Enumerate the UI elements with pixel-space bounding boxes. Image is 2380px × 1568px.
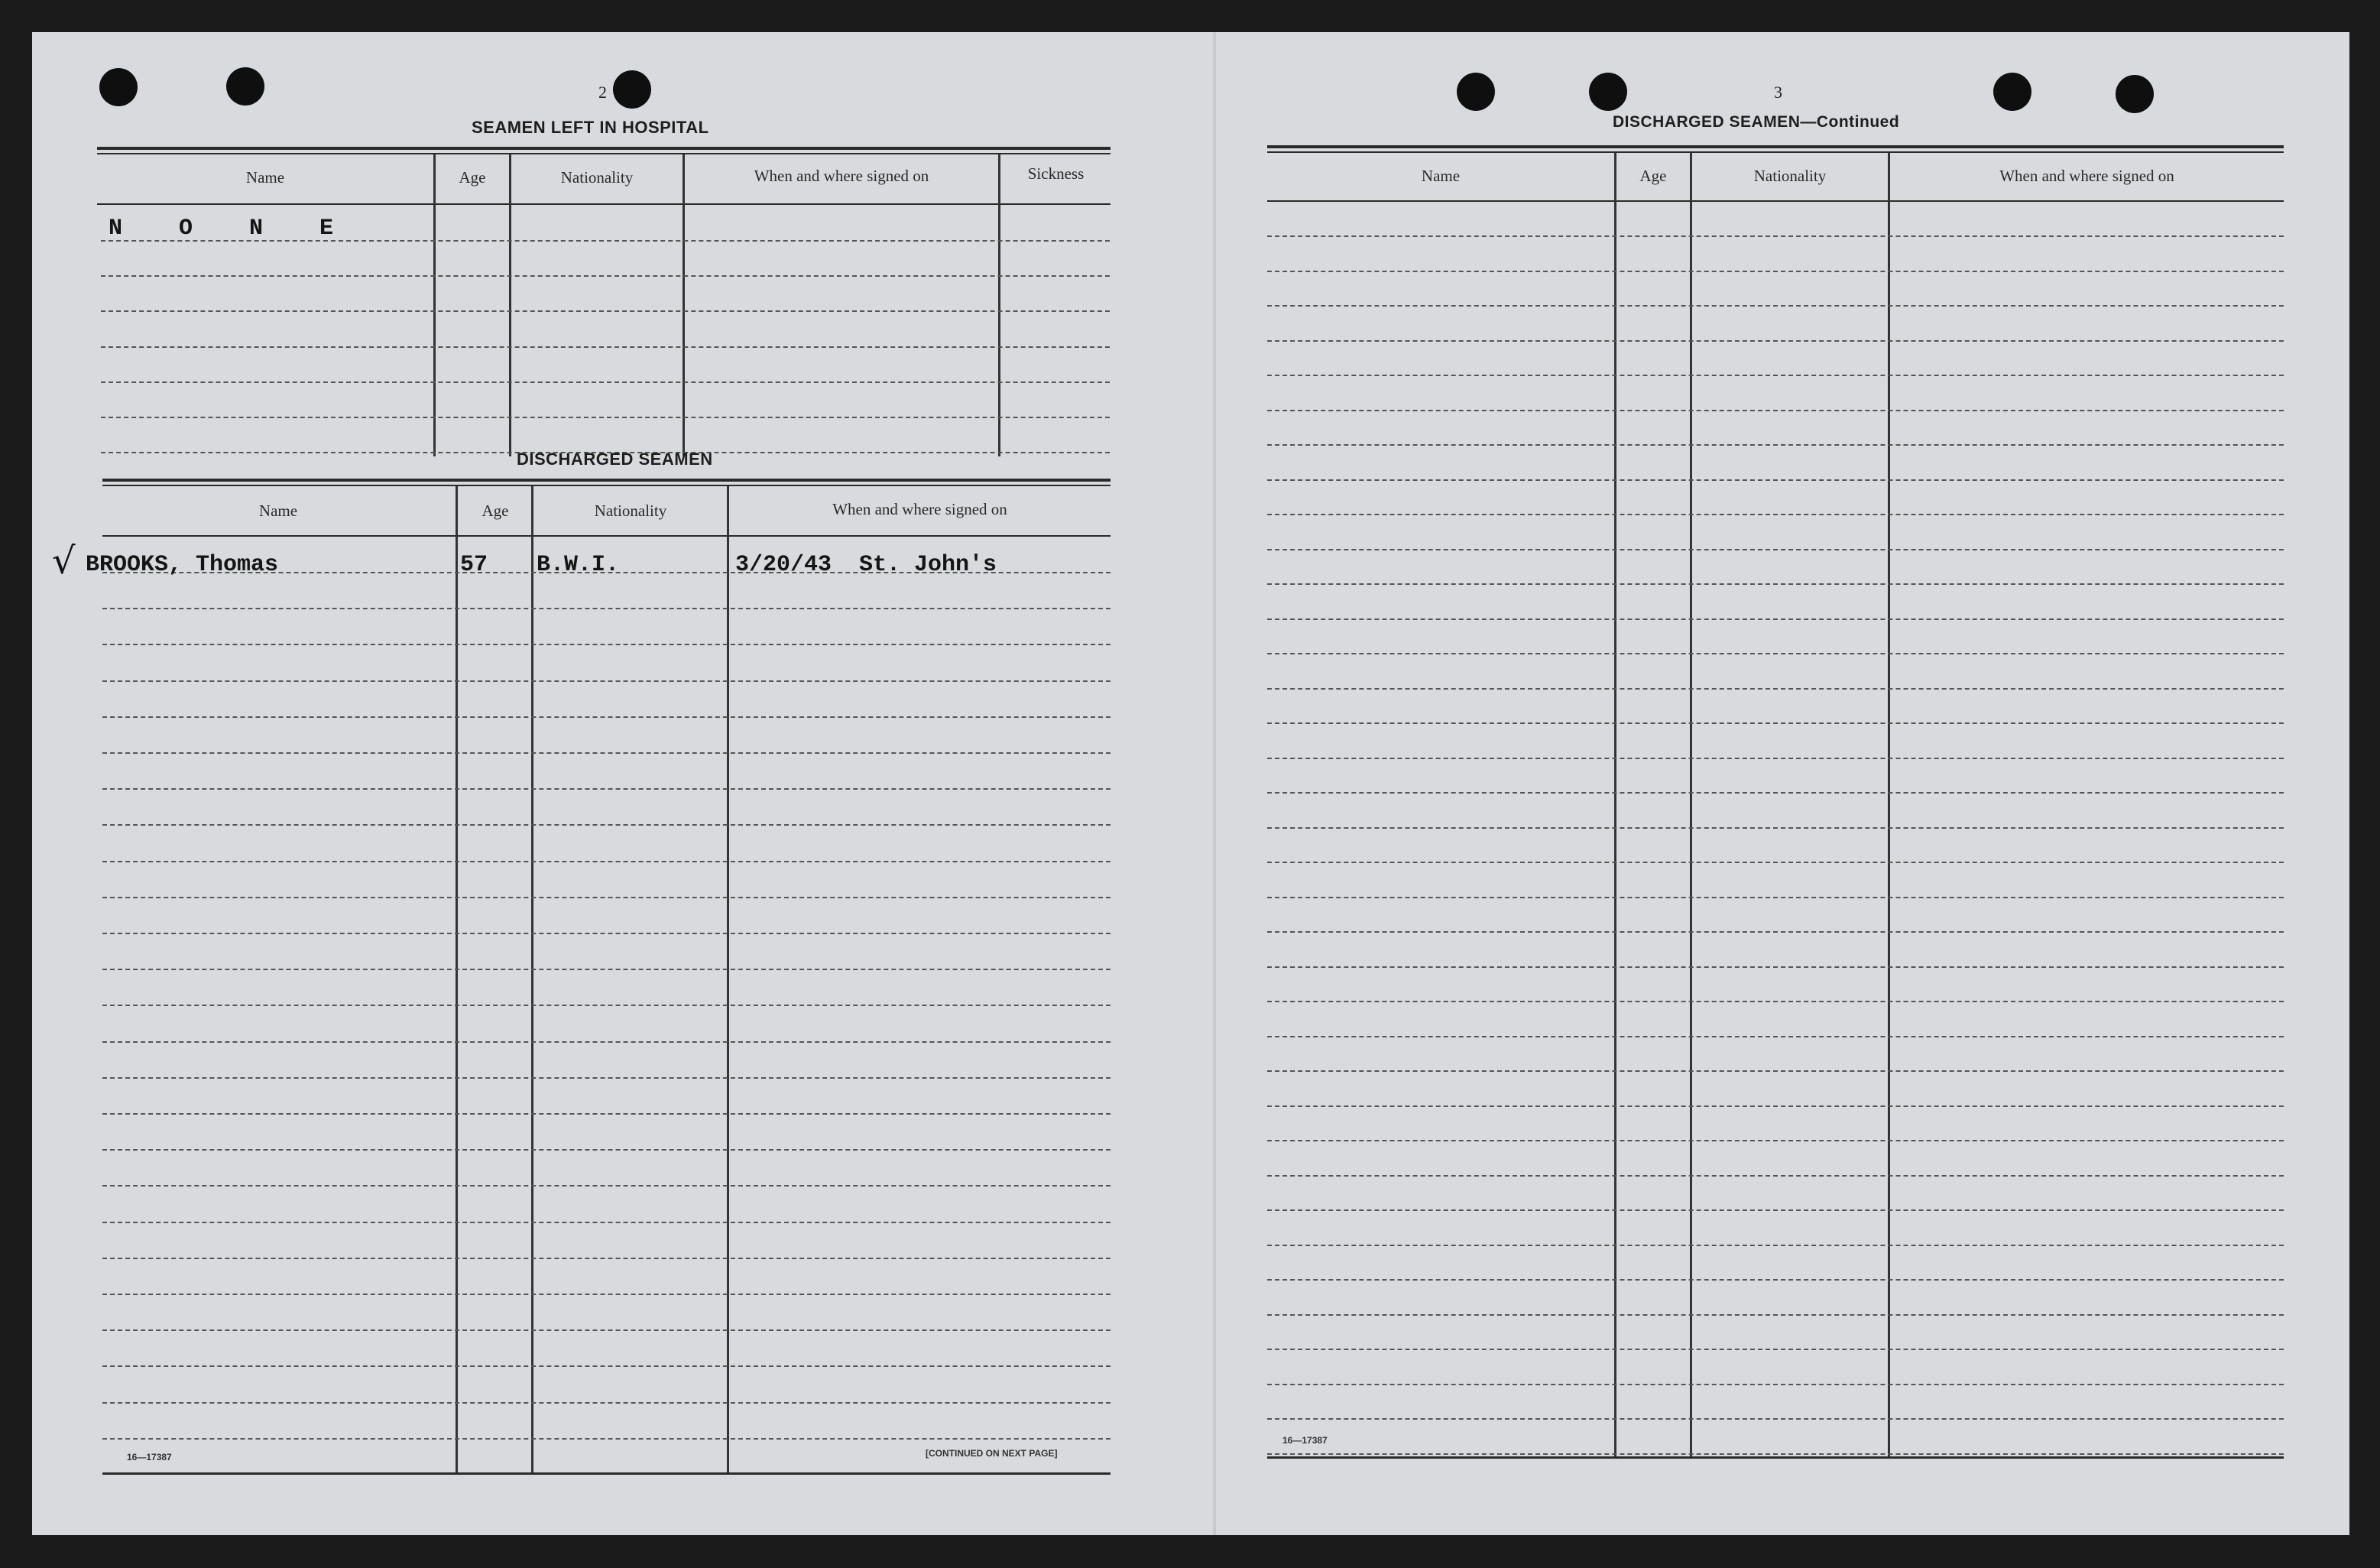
form-row-line xyxy=(1267,688,2284,690)
continued-note: [CONTINUED ON NEXT PAGE] xyxy=(926,1448,1058,1459)
form-row-line xyxy=(1267,410,2284,411)
right-col-divider xyxy=(1888,153,1890,1458)
form-row-line xyxy=(102,1438,1111,1440)
form-row-line xyxy=(102,897,1111,898)
document-sheet xyxy=(32,32,2349,1535)
right-top-rule-thin xyxy=(1267,151,2284,153)
punch-hole xyxy=(1589,73,1627,111)
discharged-col-divider xyxy=(531,486,533,1472)
form-row-line xyxy=(1267,479,2284,481)
form-row-line xyxy=(1267,549,2284,550)
discharged-header-nationality: Nationality xyxy=(594,502,667,520)
punch-hole xyxy=(226,67,264,106)
form-row-line xyxy=(1267,653,2284,654)
form-row-line xyxy=(1267,375,2284,376)
discharged-header-name: Name xyxy=(258,502,298,520)
hospital-row-line xyxy=(101,381,1110,383)
form-row-line xyxy=(1267,862,2284,863)
discharged-header-rule xyxy=(102,535,1111,537)
form-row-line xyxy=(1267,722,2284,724)
form-row-line xyxy=(1267,758,2284,759)
form-row-line xyxy=(102,1258,1111,1259)
form-row-line xyxy=(102,1329,1111,1331)
form-row-line xyxy=(1267,514,2284,515)
hospital-col-divider xyxy=(433,154,436,456)
discharged-col-divider xyxy=(456,486,458,1472)
punch-hole xyxy=(2116,75,2154,113)
form-row-line xyxy=(1267,1140,2284,1141)
right-page-number: 3 xyxy=(1774,83,1782,102)
form-row-line xyxy=(102,1077,1111,1079)
form-row-line xyxy=(102,1402,1111,1404)
hospital-none-entry: N O N E xyxy=(109,216,355,242)
hospital-col-divider xyxy=(683,154,685,456)
left-page-number: 2 xyxy=(598,83,607,102)
form-row-line xyxy=(1267,1070,2284,1072)
hospital-header-age: Age xyxy=(459,168,486,187)
discharged-row-age: 57 xyxy=(460,552,488,578)
discharged-row-signed-on: 3/20/43 St. John's xyxy=(735,552,997,578)
form-row-line xyxy=(102,608,1111,609)
form-row-line xyxy=(1267,340,2284,342)
hospital-col-divider xyxy=(509,154,511,456)
punch-hole xyxy=(613,70,651,109)
form-row-line xyxy=(1267,1245,2284,1246)
form-row-line xyxy=(1267,1105,2284,1107)
right-col-divider xyxy=(1690,153,1692,1458)
form-row-line xyxy=(1267,931,2284,933)
form-row-line xyxy=(102,1041,1111,1043)
form-row-line xyxy=(1267,966,2284,968)
form-row-line xyxy=(102,1113,1111,1115)
form-row-line xyxy=(1267,1279,2284,1281)
discharged-bottom-rule xyxy=(102,1472,1111,1475)
hospital-top-rule xyxy=(97,147,1111,150)
form-row-line xyxy=(1267,1175,2284,1177)
form-row-line xyxy=(102,969,1111,970)
form-row-line xyxy=(102,1365,1111,1367)
form-row-line xyxy=(1267,1001,2284,1002)
form-row-line xyxy=(1267,1036,2284,1037)
discharged-header-signed-on: When and where signed on xyxy=(832,500,1007,518)
hospital-header-nationality: Nationality xyxy=(560,168,634,187)
right-section-title: DISCHARGED SEAMEN—Continued xyxy=(1613,113,1900,131)
right-col-divider xyxy=(1614,153,1616,1458)
hospital-row-line xyxy=(101,417,1110,418)
form-row-line xyxy=(102,1185,1111,1187)
form-row-line xyxy=(102,1149,1111,1151)
form-row-line xyxy=(102,1005,1111,1006)
right-header-signed-on: When and where signed on xyxy=(1999,167,2174,185)
right-bottom-rule xyxy=(1267,1456,2284,1459)
discharged-top-rule-thin xyxy=(102,485,1111,486)
form-row-line xyxy=(1267,444,2284,446)
form-row-line xyxy=(1267,235,2284,237)
discharged-row-name: BROOKS, Thomas xyxy=(86,552,279,578)
form-row-line xyxy=(102,861,1111,862)
form-row-line xyxy=(102,788,1111,790)
right-header-name: Name xyxy=(1421,167,1461,185)
hospital-row-line xyxy=(101,275,1110,277)
hospital-row-line xyxy=(101,310,1110,312)
right-form-number: 16—17387 xyxy=(1282,1435,1328,1446)
discharged-top-rule xyxy=(102,479,1111,482)
hospital-col-divider xyxy=(998,154,1000,456)
discharged-col-divider xyxy=(727,486,729,1472)
hospital-header-sickness: Sickness xyxy=(1027,164,1085,183)
form-row-line xyxy=(1267,1209,2284,1211)
form-row-line xyxy=(1267,618,2284,620)
form-row-line xyxy=(1267,827,2284,829)
form-row-line xyxy=(1267,1384,2284,1385)
form-row-line xyxy=(102,824,1111,826)
form-row-line xyxy=(1267,271,2284,272)
hospital-section-title: SEAMEN LEFT IN HOSPITAL xyxy=(472,118,709,137)
discharged-header-age: Age xyxy=(482,502,509,520)
right-header-rule xyxy=(1267,200,2284,202)
form-row-line xyxy=(102,933,1111,934)
right-header-age: Age xyxy=(1639,167,1667,185)
form-row-line xyxy=(1267,305,2284,307)
form-row-line xyxy=(1267,1418,2284,1420)
right-header-nationality: Nationality xyxy=(1753,167,1827,185)
discharged-section-title: DISCHARGED SEAMEN xyxy=(517,450,713,469)
punch-hole xyxy=(1993,73,2031,111)
right-top-rule xyxy=(1267,145,2284,148)
form-row-line xyxy=(1267,583,2284,585)
hospital-header-name: Name xyxy=(245,168,285,187)
form-row-line xyxy=(1267,897,2284,898)
hospital-header-signed-on: When and where signed on xyxy=(754,167,929,185)
form-row-line xyxy=(102,1222,1111,1223)
hospital-row-line xyxy=(101,346,1110,348)
hospital-header-rule xyxy=(97,203,1111,205)
form-row-line xyxy=(1267,1349,2284,1350)
form-row-line xyxy=(102,716,1111,718)
check-mark-icon: √ xyxy=(52,540,76,583)
punch-hole xyxy=(1457,73,1495,111)
form-row-line xyxy=(1267,1453,2284,1455)
discharged-row-nationality: B.W.I. xyxy=(537,552,620,578)
page-fold xyxy=(1213,32,1216,1535)
left-form-number: 16—17387 xyxy=(127,1452,172,1462)
punch-hole xyxy=(99,68,138,106)
hospital-top-rule-thin xyxy=(97,153,1111,154)
form-row-line xyxy=(102,752,1111,754)
form-row-line xyxy=(102,1294,1111,1295)
form-row-line xyxy=(1267,1314,2284,1316)
form-row-line xyxy=(102,644,1111,645)
form-row-line xyxy=(102,680,1111,682)
form-row-line xyxy=(1267,792,2284,794)
